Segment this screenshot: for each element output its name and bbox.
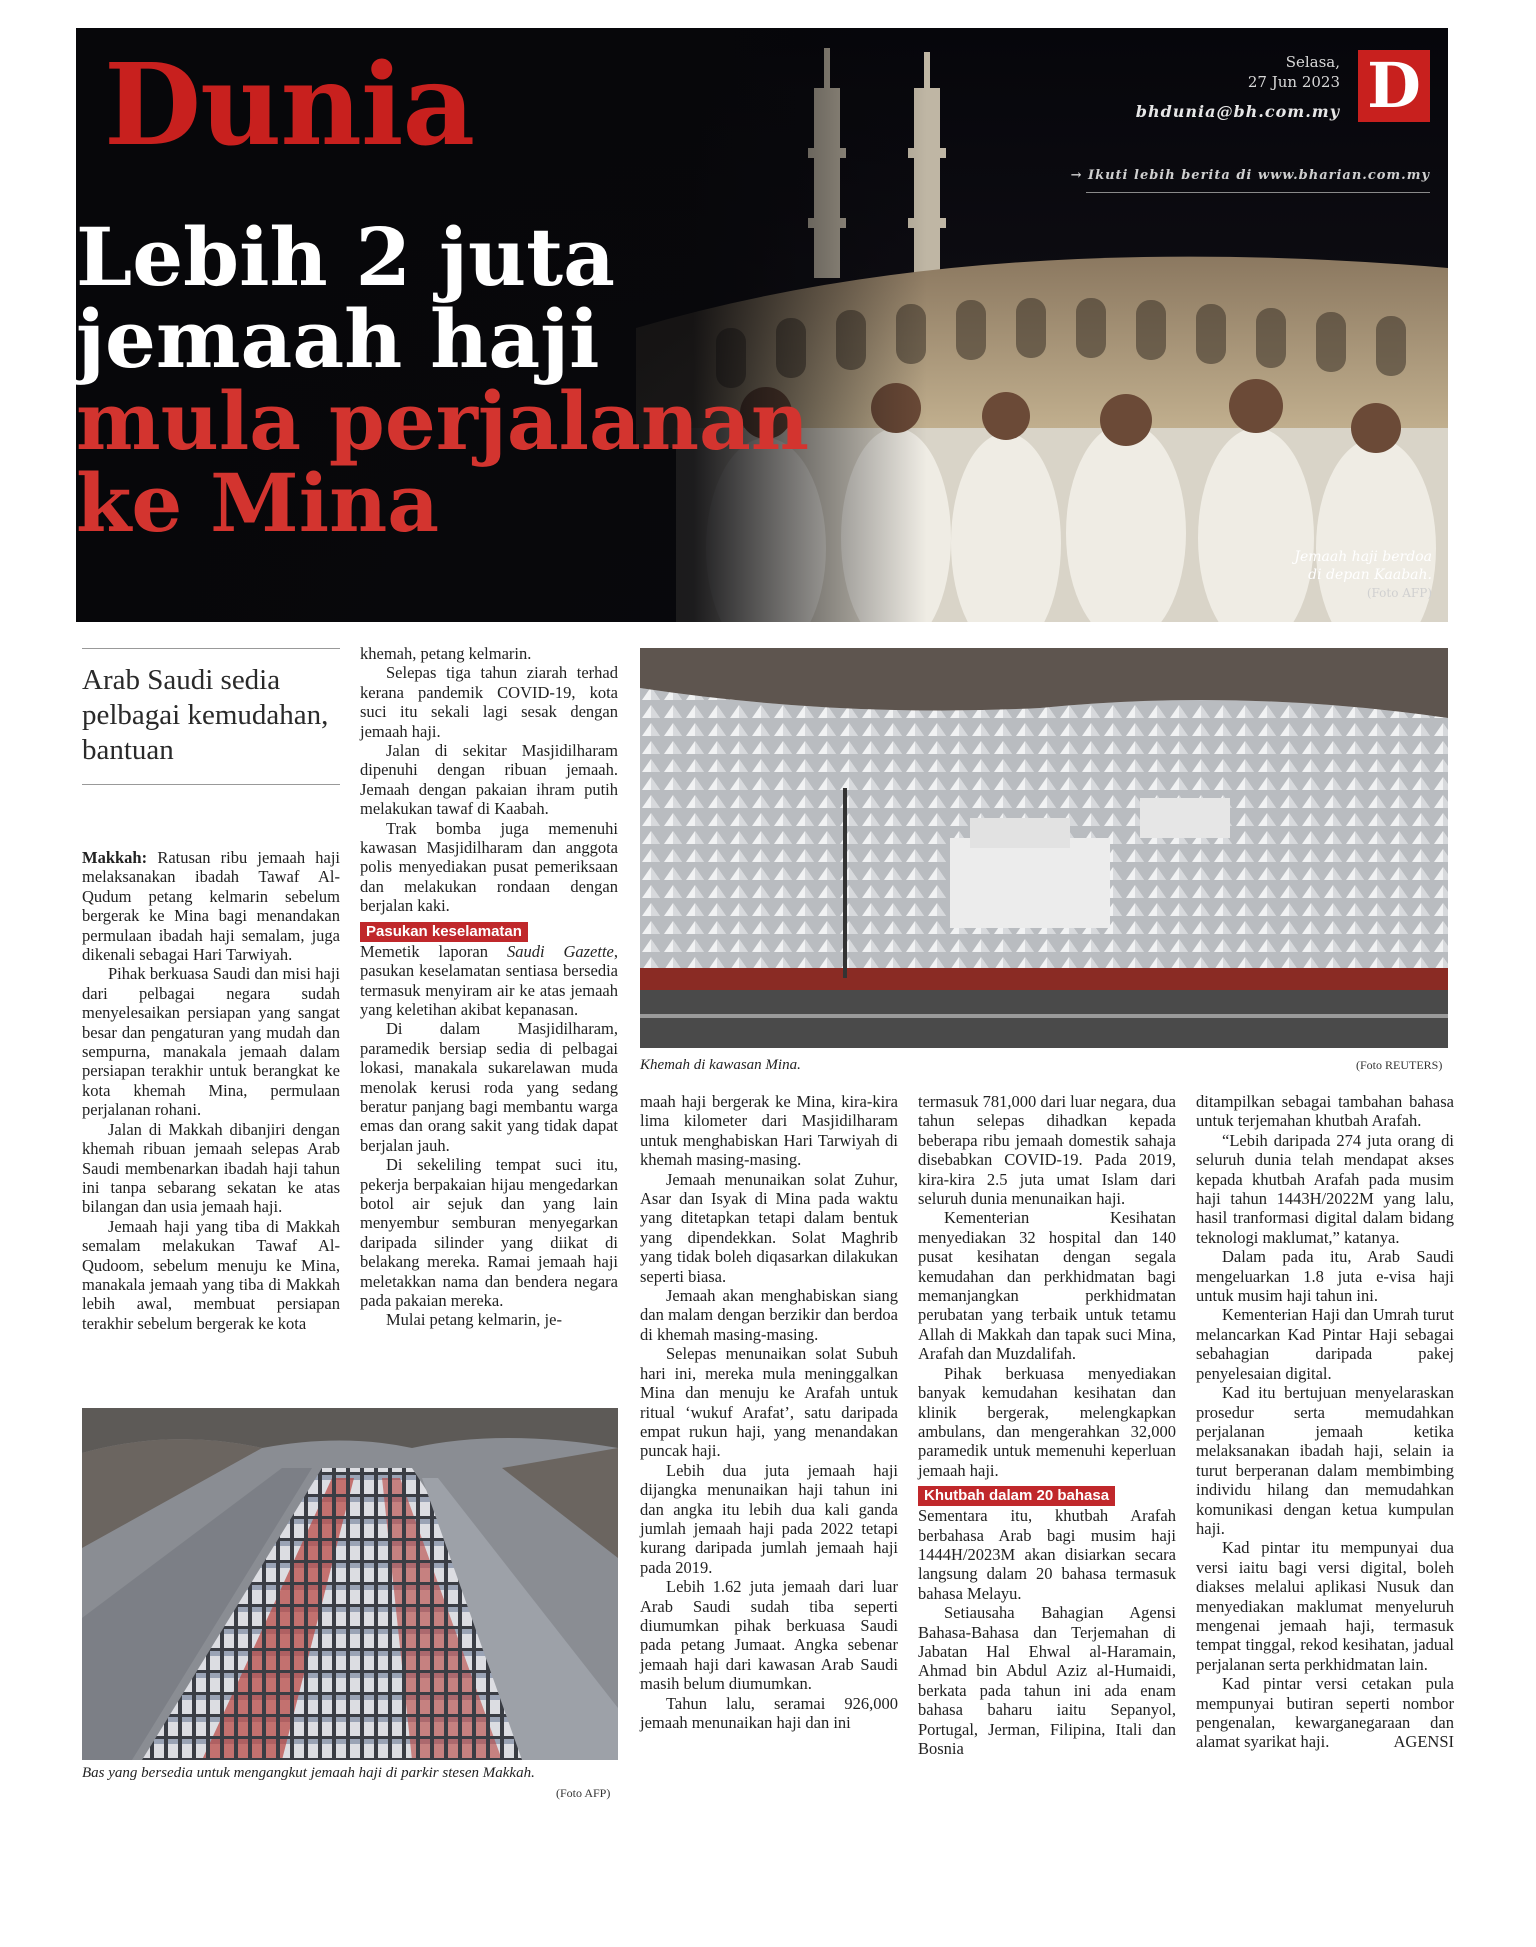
paragraph: Dalam pada itu, Arab Saudi mengeluarkan 1.8 juta e-visa haji untuk musim haji tahun ini. <box>1196 1247 1454 1306</box>
paragraph: Kementerian Haji dan Umrah turut melancarkan Kad Pintar Haji sebagai sebahagian daripada pakej penyelesaian digital. <box>1196 1305 1454 1383</box>
deck-rule-bottom <box>82 784 340 785</box>
bus-photo <box>82 1408 618 1760</box>
hero-caption-line-1: Jemaah haji berdoa <box>1294 549 1432 565</box>
paragraph: Kad itu bertujuan menyelaraskan prosedur serta memudahkan perjalanan jemaah ketika melaksanakan ibadah haji, selain ia turut berperanan dalam membimbing individu hilang dan memudahkan komunikasi dengan ketua kumpulan haji. <box>1196 1383 1454 1538</box>
deck-box <box>82 648 340 785</box>
bus-photo-image <box>82 1408 618 1760</box>
issue-date <box>1248 52 1340 92</box>
paragraph <box>1196 1674 1454 1752</box>
article-column-3 <box>640 1092 898 1732</box>
paragraph: termasuk 781,000 dari luar negara, dua tahun selepas dihadkan kepada beberapa ribu jemaah domestik sahaja disebabkan COVID-19. Pada 2019, kira-kira 2.5 juta umat Islam dari seluruh dunia menunaikan haji. <box>918 1092 1176 1209</box>
paragraph: Selepas menunaikan solat Subuh hari ini, mereka mula meninggalkan Mina dan menuju ke Arafah untuk ritual ‘wukuf Arafat’, satu daripada empat rukun haji, yang menandakan puncak haji. <box>640 1344 898 1461</box>
article-signoff: AGENSI <box>1393 1732 1454 1752</box>
paragraph: Pihak berkuasa Saudi dan misi haji dari pelbagai negara sudah menyelesaikan persiapan yang sangat besar dan pengaturan yang mudah dan sempurna, manakala jemaah dalam persiapan terakhir untuk berangkat ke kota khemah Mina, permulaan perjalanan rohani. <box>82 964 340 1120</box>
paragraph: “Lebih daripada 274 juta orang di seluruh dunia telah mendapat akses kepada khutbah Arafah pada musim haji tahun 1443H/2022M yang lalu, hasil tranformasi digital dalam bidang teknologi maklumat,” katanya. <box>1196 1130 1454 1247</box>
paragraph-text: Memetik laporan <box>360 941 507 961</box>
paragraph: Lebih 1.62 juta jemaah dari luar Arab Saudi sudah tiba seperti diumumkan pihak berkuasa Saudi pada petang Jumaat. Angka sebenar jemaah haji dari kawasan Arab Saudi masih belum diumumkan. <box>640 1577 898 1694</box>
headline-line-3: mula perjalanan <box>76 374 810 468</box>
tents-photo-caption: Khemah di kawasan Mina. <box>640 1057 801 1073</box>
hero-photo-caption <box>1294 548 1432 602</box>
tents-photo-image <box>640 648 1448 1048</box>
paragraph: Jemaah akan menghabiskan siang dan malam dengan berzikir dan berdoa di khemah masing-masing. <box>640 1286 898 1344</box>
article-column-5 <box>1196 1092 1454 1752</box>
paragraph: Jalan di sekitar Masjidilharam dipenuhi dengan ribuan jemaah. Jemaah dengan pakaian ihram putih melakukan tawaf di Kaabah. <box>360 741 618 819</box>
paragraph-text: Kad pintar versi cetakan pula mempunyai butiran seperti nombor pengenalan, kewarganegaraan dan alamat syarikat haji. <box>1196 1674 1454 1752</box>
paragraph: maah haji bergerak ke Mina, kira-kira lima kilometer dari Masjidilharam untuk menghabiskan Hari Tarwiyah di khemah masing-masing. <box>640 1092 898 1170</box>
headline-line-4: ke Mina <box>76 456 440 550</box>
paragraph: Tahun lalu, seramai 926,000 jemaah menunaikan haji dan ini <box>640 1693 898 1732</box>
deck-text: Arab Saudi sedia pelbagai kemudahan, bantuan <box>82 664 329 766</box>
article-column-1 <box>82 848 340 1333</box>
paragraph: Mulai petang kelmarin, je- <box>386 1310 562 1330</box>
subhead-security: Pasukan keselamatan <box>360 922 528 942</box>
headline <box>76 210 810 550</box>
paragraph <box>360 942 618 1020</box>
paragraph: Pihak berkuasa menyediakan banyak kemudahan kesihatan dan klinik bergerak, melengkapkan ambulans, dan mengerahkan 32,000 paramedik untuk memenuhi keperluan jemaah haji. <box>918 1363 1176 1480</box>
bus-photo-credit: (Foto AFP) <box>556 1786 611 1800</box>
paragraph: Selepas tiga tahun ziarah terhad kerana pandemik COVID-19, kota suci itu sekali lagi sesak dengan jemaah haji. <box>360 663 618 741</box>
paragraph: Lebih dua juta jemaah haji dijangka menunaikan haji tahun ini dan angka itu lebih dua kali ganda jumlah jemaah haji pada 2022 tetapi kurang daripada jumlah jemaah haji pada 2019. <box>640 1460 898 1577</box>
paragraph: Jemaah menunaikan solat Zuhur, Asar dan Isyak di Mina pada waktu yang ditetapkan tetapi dalam bentuk yang dipendekkan. Solat Maghrib yang tidak boleh diqasarkan dilakukan seperti biasa. <box>640 1169 898 1286</box>
publication-name: Saudi Gazette <box>506 941 614 961</box>
section-title: Dunia <box>104 40 475 171</box>
paragraph: Trak bomba juga memenuhi kawasan Masjidilharam dan anggota polis menyediakan pusat pemeriksaan dan melakukan rondaan dengan berjalan kaki. <box>360 818 618 916</box>
paragraph: Jemaah haji yang tiba di Makkah semalam melakukan Tawaf Al-Qudoom, sebelum menuju ke Mina, manakala jemaah yang tiba di Makkah lebih awal, membuat persiapan terakhir sebelum bergerak ke kota <box>82 1216 340 1333</box>
article-column-4 <box>918 1092 1176 1758</box>
paragraph: Jalan di Makkah dibanjiri dengan khemah ribuan jemaah selepas Arab Saudi membenarkan ibadah haji tahun ini tanpa sebarang sekatan ke atas bilangan dan usia jemaah haji. <box>82 1119 340 1217</box>
dateline-place: Makkah: <box>82 848 148 867</box>
headline-line-2: jemaah haji <box>76 292 600 386</box>
section-logo: D <box>1358 50 1430 122</box>
paragraph: Di sekeliling tempat suci itu, pekerja berpakaian hijau mengedarkan botol air sejuk dan yang lain menyembur semburan menyegarkan daripada silinder yang diikat di belakang mereka. Ramai jemaah haji meletakkan nama dan bendera negara pada pakaian mereka. <box>360 1155 618 1310</box>
article-column-2 <box>360 644 618 1330</box>
section-email-link[interactable]: bhdunia@bh.com.my <box>1135 102 1340 121</box>
issue-day: Selasa, <box>1285 53 1340 71</box>
headline-line-1: Lebih 2 juta <box>76 210 615 304</box>
paragraph: khemah, petang kelmarin. <box>360 644 532 663</box>
paragraph: Sementara itu, khutbah Arafah berbahasa Arab bagi musim haji 1444H/2023M akan disiarkan secara langsung dalam 20 bahasa termasuk bahasa Melayu. <box>918 1506 1176 1603</box>
paragraph: ditampilkan sebagai tambahan bahasa untuk terjemahan khutbah Arafah. <box>1196 1092 1454 1131</box>
subhead-sermon: Khutbah dalam 20 bahasa <box>918 1486 1115 1506</box>
bus-photo-caption: Bas yang bersedia untuk mengangkut jemaah haji di parkir stesen Makkah. <box>82 1765 535 1781</box>
hero-banner <box>76 28 1448 622</box>
paragraph-text: Ratusan ribu jemaah haji melaksanakan ibadah Tawaf Al-Qudum petang kelmarin sebelum bergerak ke Mina bagi menandakan permulaan ibadah haji semalam, juga dikenali sebagai Hari Tarwiyah. <box>82 848 341 965</box>
paragraph-text: , pasukan keselamatan sentiasa bersedia termasuk menyiram air ke atas jemaah yang keletihan akibat kepanasan. <box>360 941 618 1019</box>
paragraph: Kad pintar itu mempunyai dua versi iaitu bagi versi digital, boleh diakses melalui aplikasi Nusuk dan menyediakan maklumat menyeluruh mengenai jemaah haji, termasuk tempat tinggal, rekod kesihatan, jadual perjalanan serta perkhidmatan lain. <box>1196 1538 1454 1674</box>
paragraph <box>82 848 340 964</box>
tents-photo <box>640 648 1448 1048</box>
follow-website-link[interactable]: → Ikuti lebih berita di www.bharian.com.my <box>1070 168 1430 183</box>
paragraph: Setiausaha Bahagian Agensi Bahasa-Bahasa dan Terjemahan di Jabatan Hal Ehwal al-Haramain, Ahmad bin Abdul Aziz al-Humaidi, berkata pada tahun ini ada enam bahasa baharu iaitu Sepanyol, Portugal, Jerman, Filipina, Itali dan Bosnia <box>918 1603 1176 1758</box>
paragraph: Di dalam Masjidilharam, paramedik bersiap sedia di pelbagai lokasi, manakala sukarelawan muda menolak kerusi roda yang sedang beratur panjang bagi membantu warga emas dan orang sakit yang tidak dapat berjalan jauh. <box>360 1019 618 1155</box>
banner-divider <box>1086 192 1430 193</box>
tents-photo-credit: (Foto REUTERS) <box>1356 1058 1443 1072</box>
hero-photo-credit: (Foto AFP) <box>1366 586 1432 600</box>
paragraph: Kementerian Kesihatan menyediakan 32 hospital dan 140 pusat kesihatan dengan segala kemudahan dan perkhidmatan bagi memanjangkan perkhidmatan perubatan yang terbaik untuk tetamu Allah di Makkah dan tapak suci Mina, Arafah dan Muzdalifah. <box>918 1208 1176 1364</box>
issue-date-text: 27 Jun 2023 <box>1247 73 1340 91</box>
hero-caption-line-2: di depan Kaabah. <box>1308 567 1432 583</box>
